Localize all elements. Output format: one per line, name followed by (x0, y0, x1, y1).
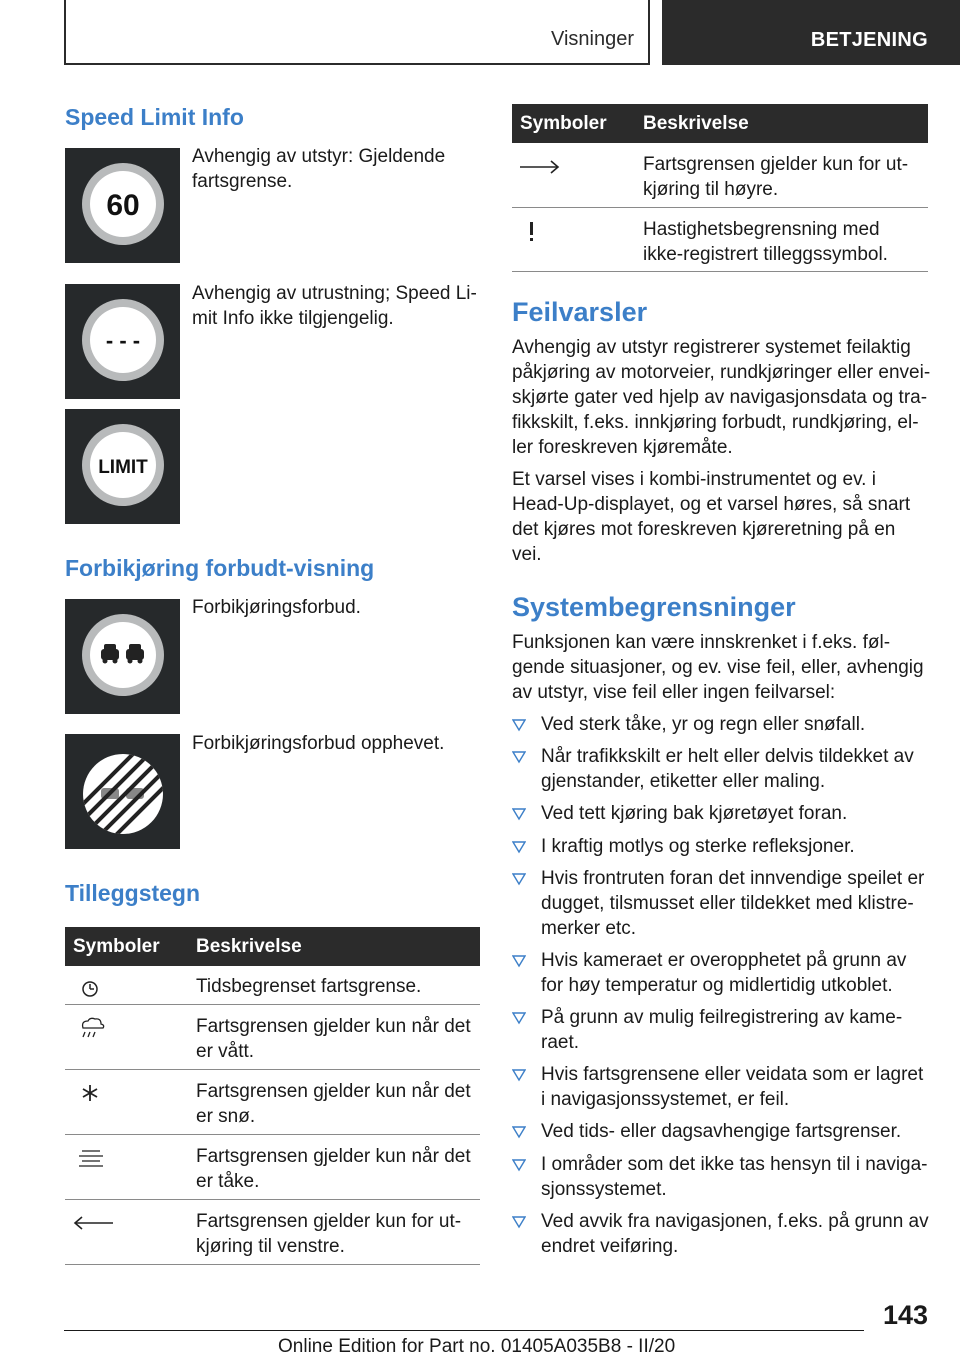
bullet-line: Når trafikkskilt er helt eller delvis tildekket av (541, 746, 914, 767)
table-header (65, 927, 480, 966)
triangle-bullet-icon (512, 718, 526, 732)
overtaking-text-1: Forbikjøringsforbud. (192, 597, 361, 618)
row-desc-line2: er vått. (196, 1041, 255, 1062)
col-desc-header: Beskrivelse (196, 936, 302, 957)
table-row (512, 208, 928, 272)
row-desc-line1: Tidsbegrenset fartsgrense. (196, 976, 422, 997)
page-number: 143 (882, 1300, 928, 1330)
additional-signs-table (65, 927, 480, 1265)
table-header (512, 104, 928, 143)
faults-p1-line: påkjøring av motorveier, rundkjøringer eller envei‐ (512, 362, 931, 383)
row-desc-line1: Fartsgrensen gjelder kun når det (196, 1081, 471, 1102)
table-row (65, 1070, 480, 1135)
bullet-line: endret veiføring. (541, 1236, 679, 1257)
table-row (65, 966, 480, 1005)
col-desc-header: Beskrivelse (643, 113, 749, 134)
bullet-line: Ved avvik fra navigasjonen, f.eks. på grunn av (541, 1211, 929, 1232)
footer-edition: Online Edition for Part no. 01405A035B8 - II/20 (278, 1336, 676, 1357)
triangle-bullet-icon (512, 1158, 526, 1172)
row-desc-line2: er snø. (196, 1106, 256, 1127)
snowflake-icon (73, 1082, 113, 1104)
triangle-bullet-icon (512, 750, 526, 764)
table-row (65, 1200, 480, 1265)
row-desc-line1: Fartsgrensen gjelder kun når det (196, 1016, 471, 1037)
bullet-line: I kraftig motlys og sterke refleksjoner. (541, 836, 855, 857)
faults-paragraph-2 (512, 467, 932, 567)
bullet-line: for høy temperatur og midlertidig utkoblet. (541, 975, 893, 996)
fog-icon (73, 1147, 113, 1169)
additional-signs-title: Tilleggstegn (65, 880, 201, 906)
faults-title: Feilvarsler (512, 297, 648, 327)
bullet-line: sjonssystemet. (541, 1179, 667, 1200)
footer-divider (64, 1330, 864, 1331)
faults-p2-line: vei. (512, 544, 542, 565)
speed-sign-unavailable-text: - - - (105, 328, 141, 353)
limits-intro (512, 630, 932, 705)
header-tab-label: Visninger (550, 28, 634, 50)
triangle-bullet-icon (512, 954, 526, 968)
row-desc-line1: Hastighetsbegrensning med (643, 219, 880, 240)
clock-icon (73, 978, 113, 1000)
row-desc-line2: ikke-registrert tilleggssymbol. (643, 244, 888, 265)
triangle-bullet-icon (512, 840, 526, 854)
direction-signs-table (512, 104, 928, 272)
faults-p1-line: fikkskilt, f.eks. innkjøring forbudt, rundkjøring, el‐ (512, 412, 919, 433)
row-desc-line1: Fartsgrensen gjelder kun når det (196, 1146, 471, 1167)
bullet-line: På grunn av mulig feilregistrering av kame‐ (541, 1007, 903, 1028)
speed-limit-title: Speed Limit Info (65, 104, 244, 130)
faults-p1-line: skjørte gater ved hjelp av navigasjonsdata og tra‐ (512, 387, 928, 408)
speed-sign-60-icon (65, 148, 180, 263)
table-row (65, 1005, 480, 1070)
bullet-line: Ved sterk tåke, yr og regn eller snøfall. (541, 714, 866, 735)
exclamation-icon (520, 221, 560, 243)
faults-p1-line: Avhengig av utstyr registrerer systemet feilaktig (512, 337, 911, 358)
faults-paragraph-1 (512, 335, 932, 460)
table-row (512, 143, 928, 208)
bullet-line: raet. (541, 1032, 580, 1053)
bullet-line: Hvis frontruten foran det innvendige speilet er (541, 868, 925, 889)
speed-sign-limit-text: LIMIT (98, 457, 148, 478)
end-no-overtaking-sign-icon (65, 734, 180, 849)
header-section-box (662, 0, 960, 65)
row-desc-line2: kjøring til venstre. (196, 1236, 345, 1257)
faults-p1-line: ler foreskreven kjøremåte. (512, 437, 733, 458)
col-symbol-header: Symboler (73, 936, 160, 957)
speed-sign-limit-icon (65, 409, 180, 524)
header-section-label: BETJENING (810, 29, 928, 51)
triangle-bullet-icon (512, 1215, 526, 1229)
arrow-left-icon (73, 1212, 113, 1234)
overtaking-title: Forbikjøring forbudt-visning (65, 555, 375, 581)
limits-intro-line: gende situasjoner, og ev. vise feil, eller, avhengig (512, 657, 924, 678)
row-desc-line1: Fartsgrensen gjelder kun for ut‐ (643, 154, 909, 175)
bullet-line: Ved tids- eller dagsavhengige fartsgrenser. (541, 1121, 902, 1142)
limits-intro-line: Funksjonen kan være innskrenket i f.eks. føl‐ (512, 632, 891, 653)
triangle-bullet-icon (512, 1011, 526, 1025)
limits-intro-line: av utstyr, vise feil eller ingen feilvarsel: (512, 682, 836, 703)
overtaking-text-2: Forbikjøringsforbud opphevet. (192, 733, 445, 754)
speed-limit-text-1: Avhengig av utstyr: Gjeldende fartsgrense. (192, 146, 446, 192)
bullet-line: I områder som det ikke tas hensyn til i naviga‐ (541, 1154, 928, 1175)
arrow-right-icon (520, 156, 560, 178)
rain-icon (73, 1017, 113, 1039)
row-desc-line2: er tåke. (196, 1171, 260, 1192)
bullet-line: Hvis fartsgrensene eller veidata som er lagret (541, 1064, 924, 1085)
triangle-bullet-icon (512, 1125, 526, 1139)
bullet-line: Hvis kameraet er overopphetet på grunn av (541, 950, 907, 971)
speed-sign-unavailable-icon (65, 284, 180, 399)
faults-p2-line: det kjøres mot foreskreven kjøreretning på en (512, 519, 896, 540)
faults-p2-line: Et varsel vises i kombi-instrumentet og ev. i (512, 469, 876, 490)
speed-limit-text-2: Avhengig av utrustning; Speed Limit Info ikke tilgjengelig. (192, 283, 477, 329)
table-row (65, 1135, 480, 1200)
triangle-bullet-icon (512, 872, 526, 886)
row-desc-line1: Fartsgrensen gjelder kun for ut‐ (196, 1211, 462, 1232)
bullet-line: Ved tett kjøring bak kjøretøyet foran. (541, 803, 848, 824)
bullet-line: i navigasjonssystemet, er feil. (541, 1089, 790, 1110)
triangle-bullet-icon (512, 1068, 526, 1082)
limits-title: Systembegrensninger (512, 592, 796, 622)
triangle-bullet-icon (512, 807, 526, 821)
no-overtaking-sign-icon (65, 599, 180, 714)
bullet-line: gjenstander, etiketter eller maling. (541, 771, 826, 792)
row-desc-line2: kjøring til høyre. (643, 179, 779, 200)
header-tab-box (64, 0, 650, 65)
col-symbol-header: Symboler (520, 113, 607, 134)
bullet-line: merker etc. (541, 918, 637, 939)
speed-sign-60-text: 60 (106, 189, 140, 222)
faults-p2-line: Head-Up-displayet, og et varsel høres, så snart (512, 494, 911, 515)
bullet-line: dugget, tilsmusset eller tildekket med klistre‐ (541, 893, 914, 914)
